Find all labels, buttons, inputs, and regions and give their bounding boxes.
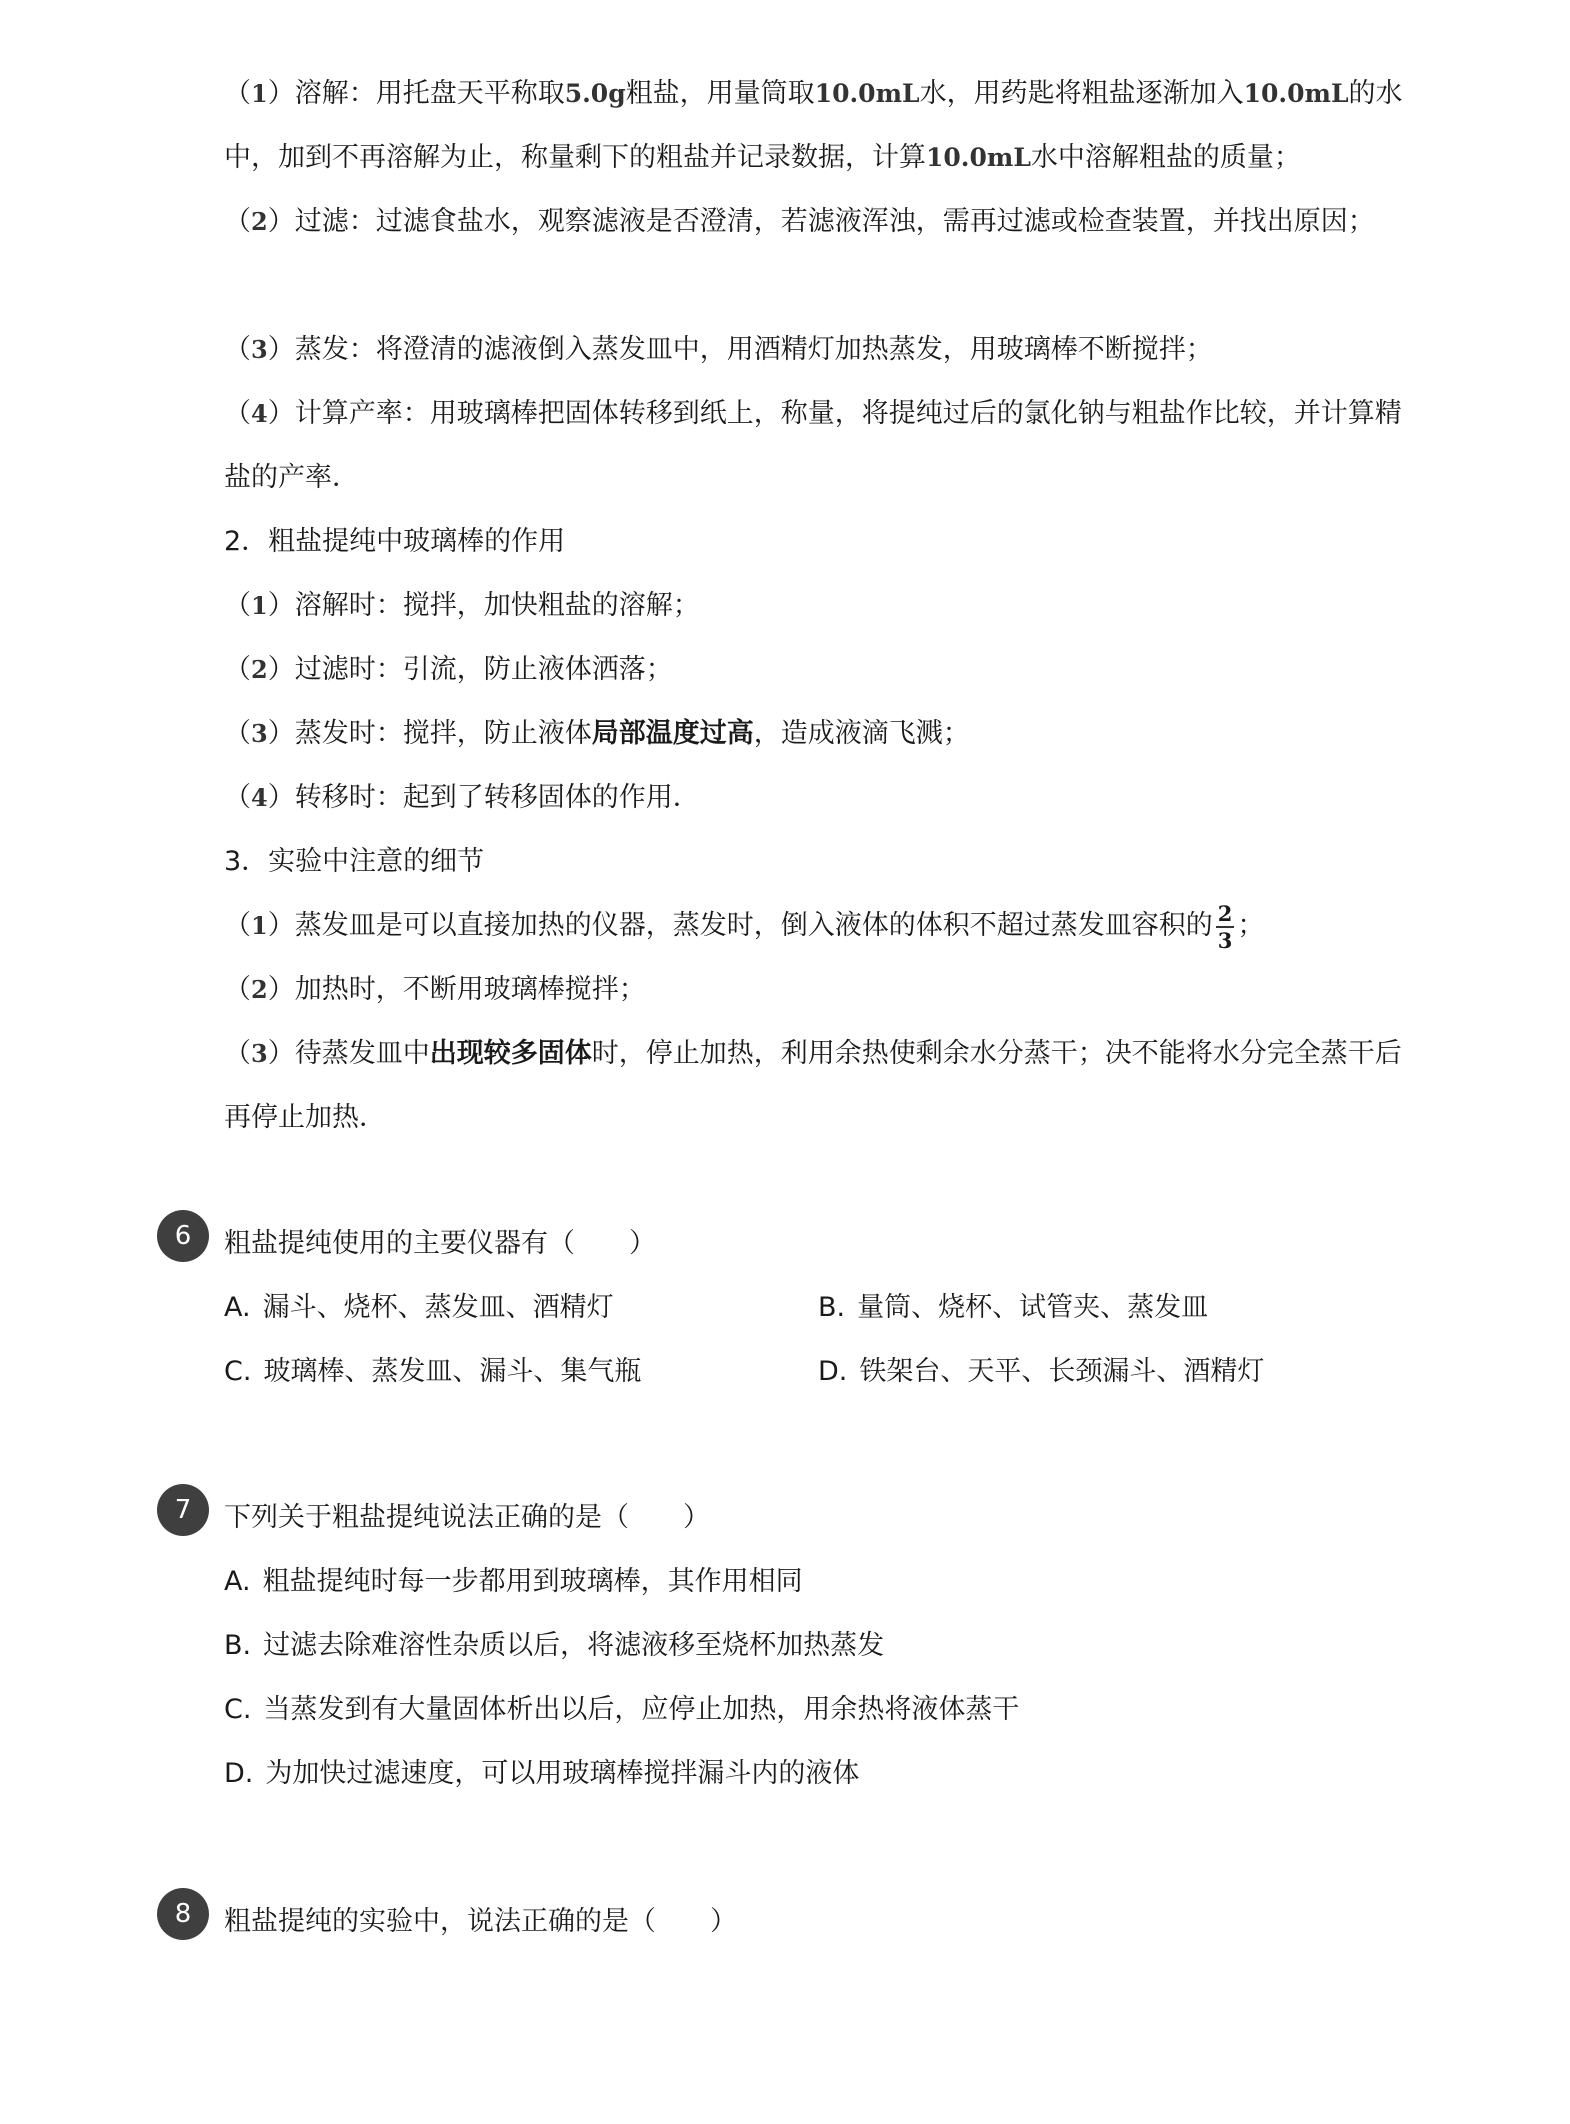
emphasis-text: 局部温度过高: [591, 718, 754, 749]
question-number-badge: 6: [157, 1210, 209, 1262]
q6-option-b[interactable]: B. 量筒、烧杯、试管夹、蒸发皿: [818, 1292, 1209, 1323]
q7-option-d[interactable]: D. 为加快过滤速度，可以用玻璃棒搅拌漏斗内的液体: [224, 1758, 860, 1789]
detail-3: （3）待蒸发皿中出现较多固体时，停止加热，利用余热使剩余水分蒸干；决不能将水分完全蒸干后再停止加热．: [224, 1038, 1402, 1133]
q6-option-c[interactable]: C. 玻璃棒、蒸发皿、漏斗、集气瓶: [224, 1356, 642, 1387]
detail-1: （1）蒸发皿是可以直接加热的仪器，蒸发时，倒入液体的体积不超过蒸发皿容积的 $\frac{2}{3}$ ；: [224, 900, 1265, 953]
q6-option-d[interactable]: D. 铁架台、天平、长颈漏斗、酒精灯: [818, 1356, 1265, 1387]
step-3-evaporate: （3）蒸发：将澄清的滤液倒入蒸发皿中，用酒精灯加热蒸发，用玻璃棒不断搅拌；: [224, 334, 1213, 365]
question-6-stem: 粗盐提纯使用的主要仪器有（ ）: [224, 1228, 656, 1259]
glass-rod-filter: （2）过滤时：引流，防止液体洒落；: [224, 654, 673, 685]
emphasis-text: 出现较多固体: [429, 1038, 592, 1069]
question-number-badge: 8: [157, 1888, 209, 1940]
section-3-heading: 3．实验中注意的细节: [224, 846, 485, 877]
step-2-filter: （2）过滤：过滤食盐水，观察滤液是否澄清，若滤液浑浊，需再过滤或检查装置，并找出原因；: [224, 206, 1375, 237]
glass-rod-transfer: （4）转移时：起到了转移固体的作用．: [224, 782, 700, 813]
q7-option-a[interactable]: A. 粗盐提纯时每一步都用到玻璃棒，其作用相同: [224, 1566, 803, 1597]
detail-2: （2）加热时，不断用玻璃棒搅拌；: [224, 974, 646, 1005]
question-7-stem: 下列关于粗盐提纯说法正确的是（ ）: [224, 1502, 710, 1533]
question-number-badge: 7: [157, 1484, 209, 1536]
glass-rod-evaporate: （3）蒸发时：搅拌，防止液体局部温度过高，造成液滴飞溅；: [224, 718, 970, 749]
glass-rod-dissolve: （1）溶解时：搅拌，加快粗盐的溶解；: [224, 590, 700, 621]
question-8-stem: 粗盐提纯的实验中，说法正确的是（ ）: [224, 1906, 737, 1937]
step-1-dissolve: （1）溶解：用托盘天平称取5.0g粗盐，用量筒取10.0mL水，用药匙将粗盐逐渐加入10.0mL的水中，加到不再溶解为止，称量剩下的粗盐并记录数据，计算10.0mL水中溶解粗盐的质量；: [224, 78, 1403, 173]
section-2-heading: 2．粗盐提纯中玻璃棒的作用: [224, 526, 566, 557]
step-4-yield: （4）计算产率：用玻璃棒把固体转移到纸上，称量，将提纯过后的氯化钠与粗盐作比较，并计算精盐的产率．: [224, 398, 1402, 493]
q7-option-c[interactable]: C. 当蒸发到有大量固体析出以后，应停止加热，用余热将液体蒸干: [224, 1694, 1020, 1725]
q6-option-a[interactable]: A. 漏斗、烧杯、蒸发皿、酒精灯: [224, 1292, 614, 1323]
q7-option-b[interactable]: B. 过滤去除难溶性杂质以后，将滤液移至烧杯加热蒸发: [224, 1630, 885, 1661]
fraction-two-thirds: $\frac{2}{3}$: [1217, 900, 1233, 953]
